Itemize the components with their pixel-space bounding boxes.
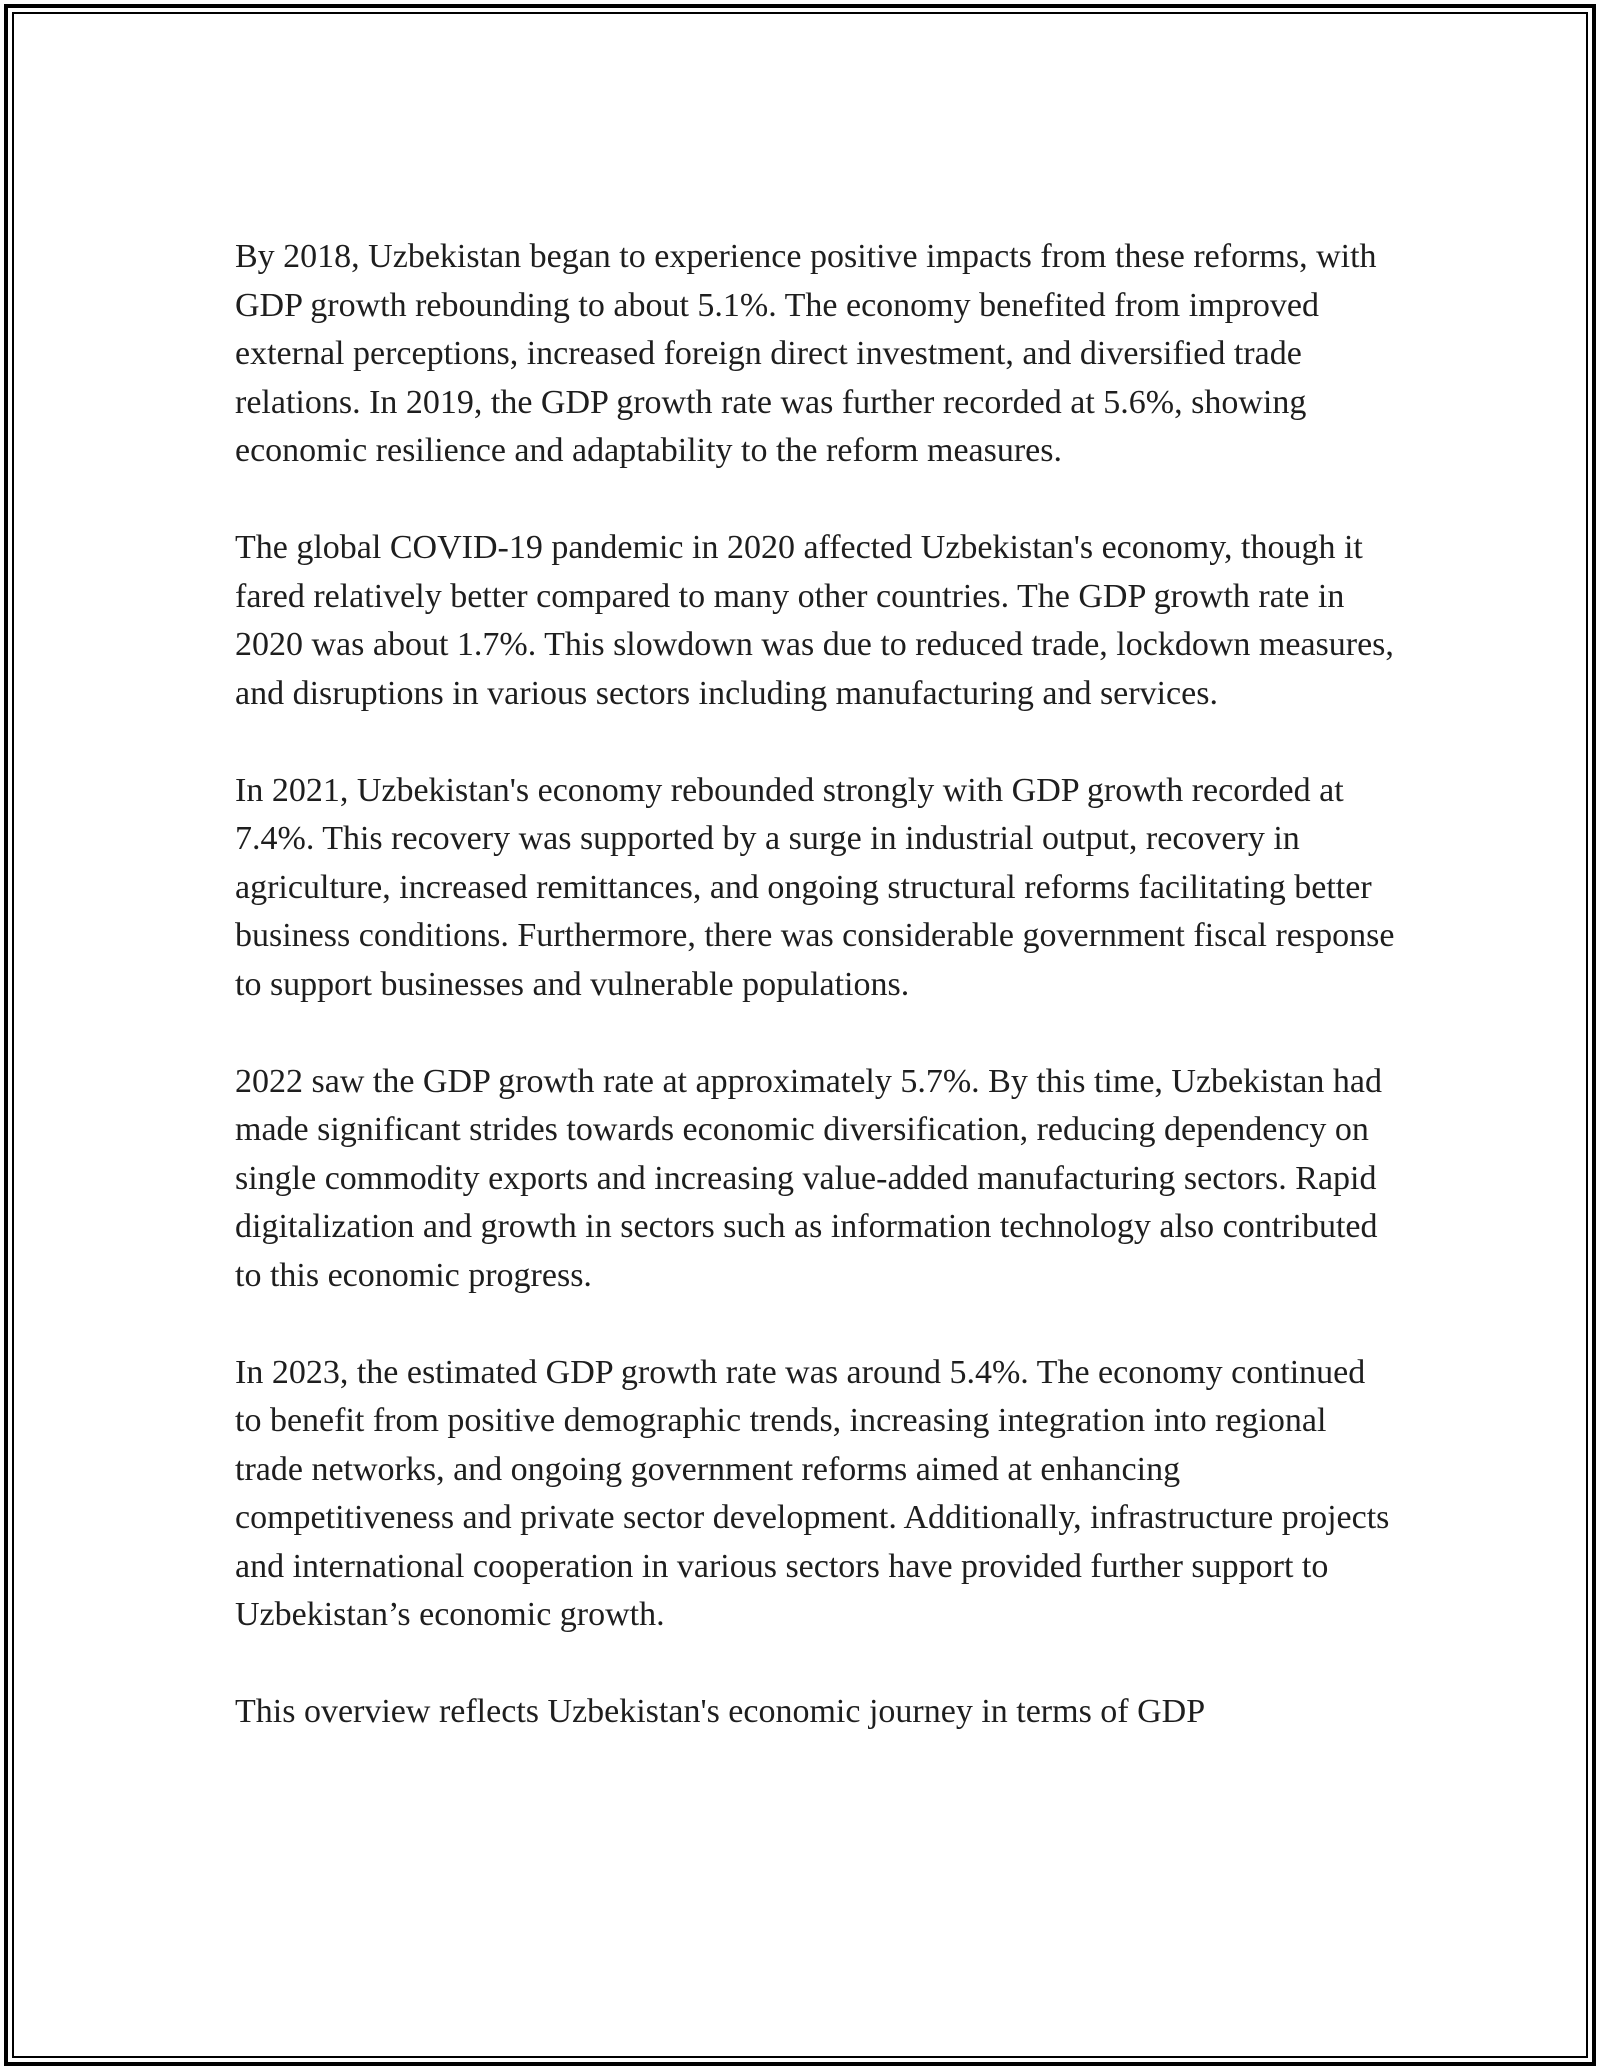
paragraph-2022: 2022 saw the GDP growth rate at approximately 5.7%. By this time, Uzbekistan had made significant strides towards economic diversification, reducing dependency on single commodity exports and increasing value-added manufacturing sectors. Rapid digitalization and growth in sectors such as information technology also contributed to this economic progress. (235, 1062, 1382, 1294)
paragraph-2018-2019: By 2018, Uzbekistan began to experience positive impacts from these reforms, with GDP growth rebounding to about 5.1%. The economy benefited from improved external perceptions, increased foreign direct investment, and diversified trade relations. In 2019, the GDP growth rate was further recorded at 5.6%, showing economic resilience and adaptability to the reform measures. (235, 238, 1377, 469)
paragraph-2020: The global COVID-19 pandemic in 2020 affected Uzbekistan's economy, though it fared relatively better compared to many other countries. The GDP growth rate in 2020 was about 1.7%. This slowdown was due to reduced trade, lockdown measures, and disruptions in various sectors including manufacturing and services. (235, 529, 1394, 712)
document-body (235, 233, 1395, 1737)
paragraph-2021: In 2021, Uzbekistan's economy rebounded strongly with GDP growth recorded at 7.4%. This recovery was supported by a surge in industrial output, recovery in agriculture, increased remittances, and ongoing structural reforms facilitating better business conditions. Furthermore, there was considerable government fiscal response to support businesses and vulnerable populations. (235, 771, 1395, 1003)
paragraph-overview: This overview reflects Uzbekistan's economic journey in terms of GDP (235, 1693, 1206, 1730)
paragraph-2023: In 2023, the estimated GDP growth rate was around 5.4%. The economy continued to benefit from positive demographic trends, increasing integration into regional trade networks, and ongoing government reforms aimed at enhancing competitiveness and private sector development. Additionally, infrastructure projects and international cooperation in various sectors have provided further support to Uzbekistan’s economic growth. (235, 1353, 1390, 1633)
